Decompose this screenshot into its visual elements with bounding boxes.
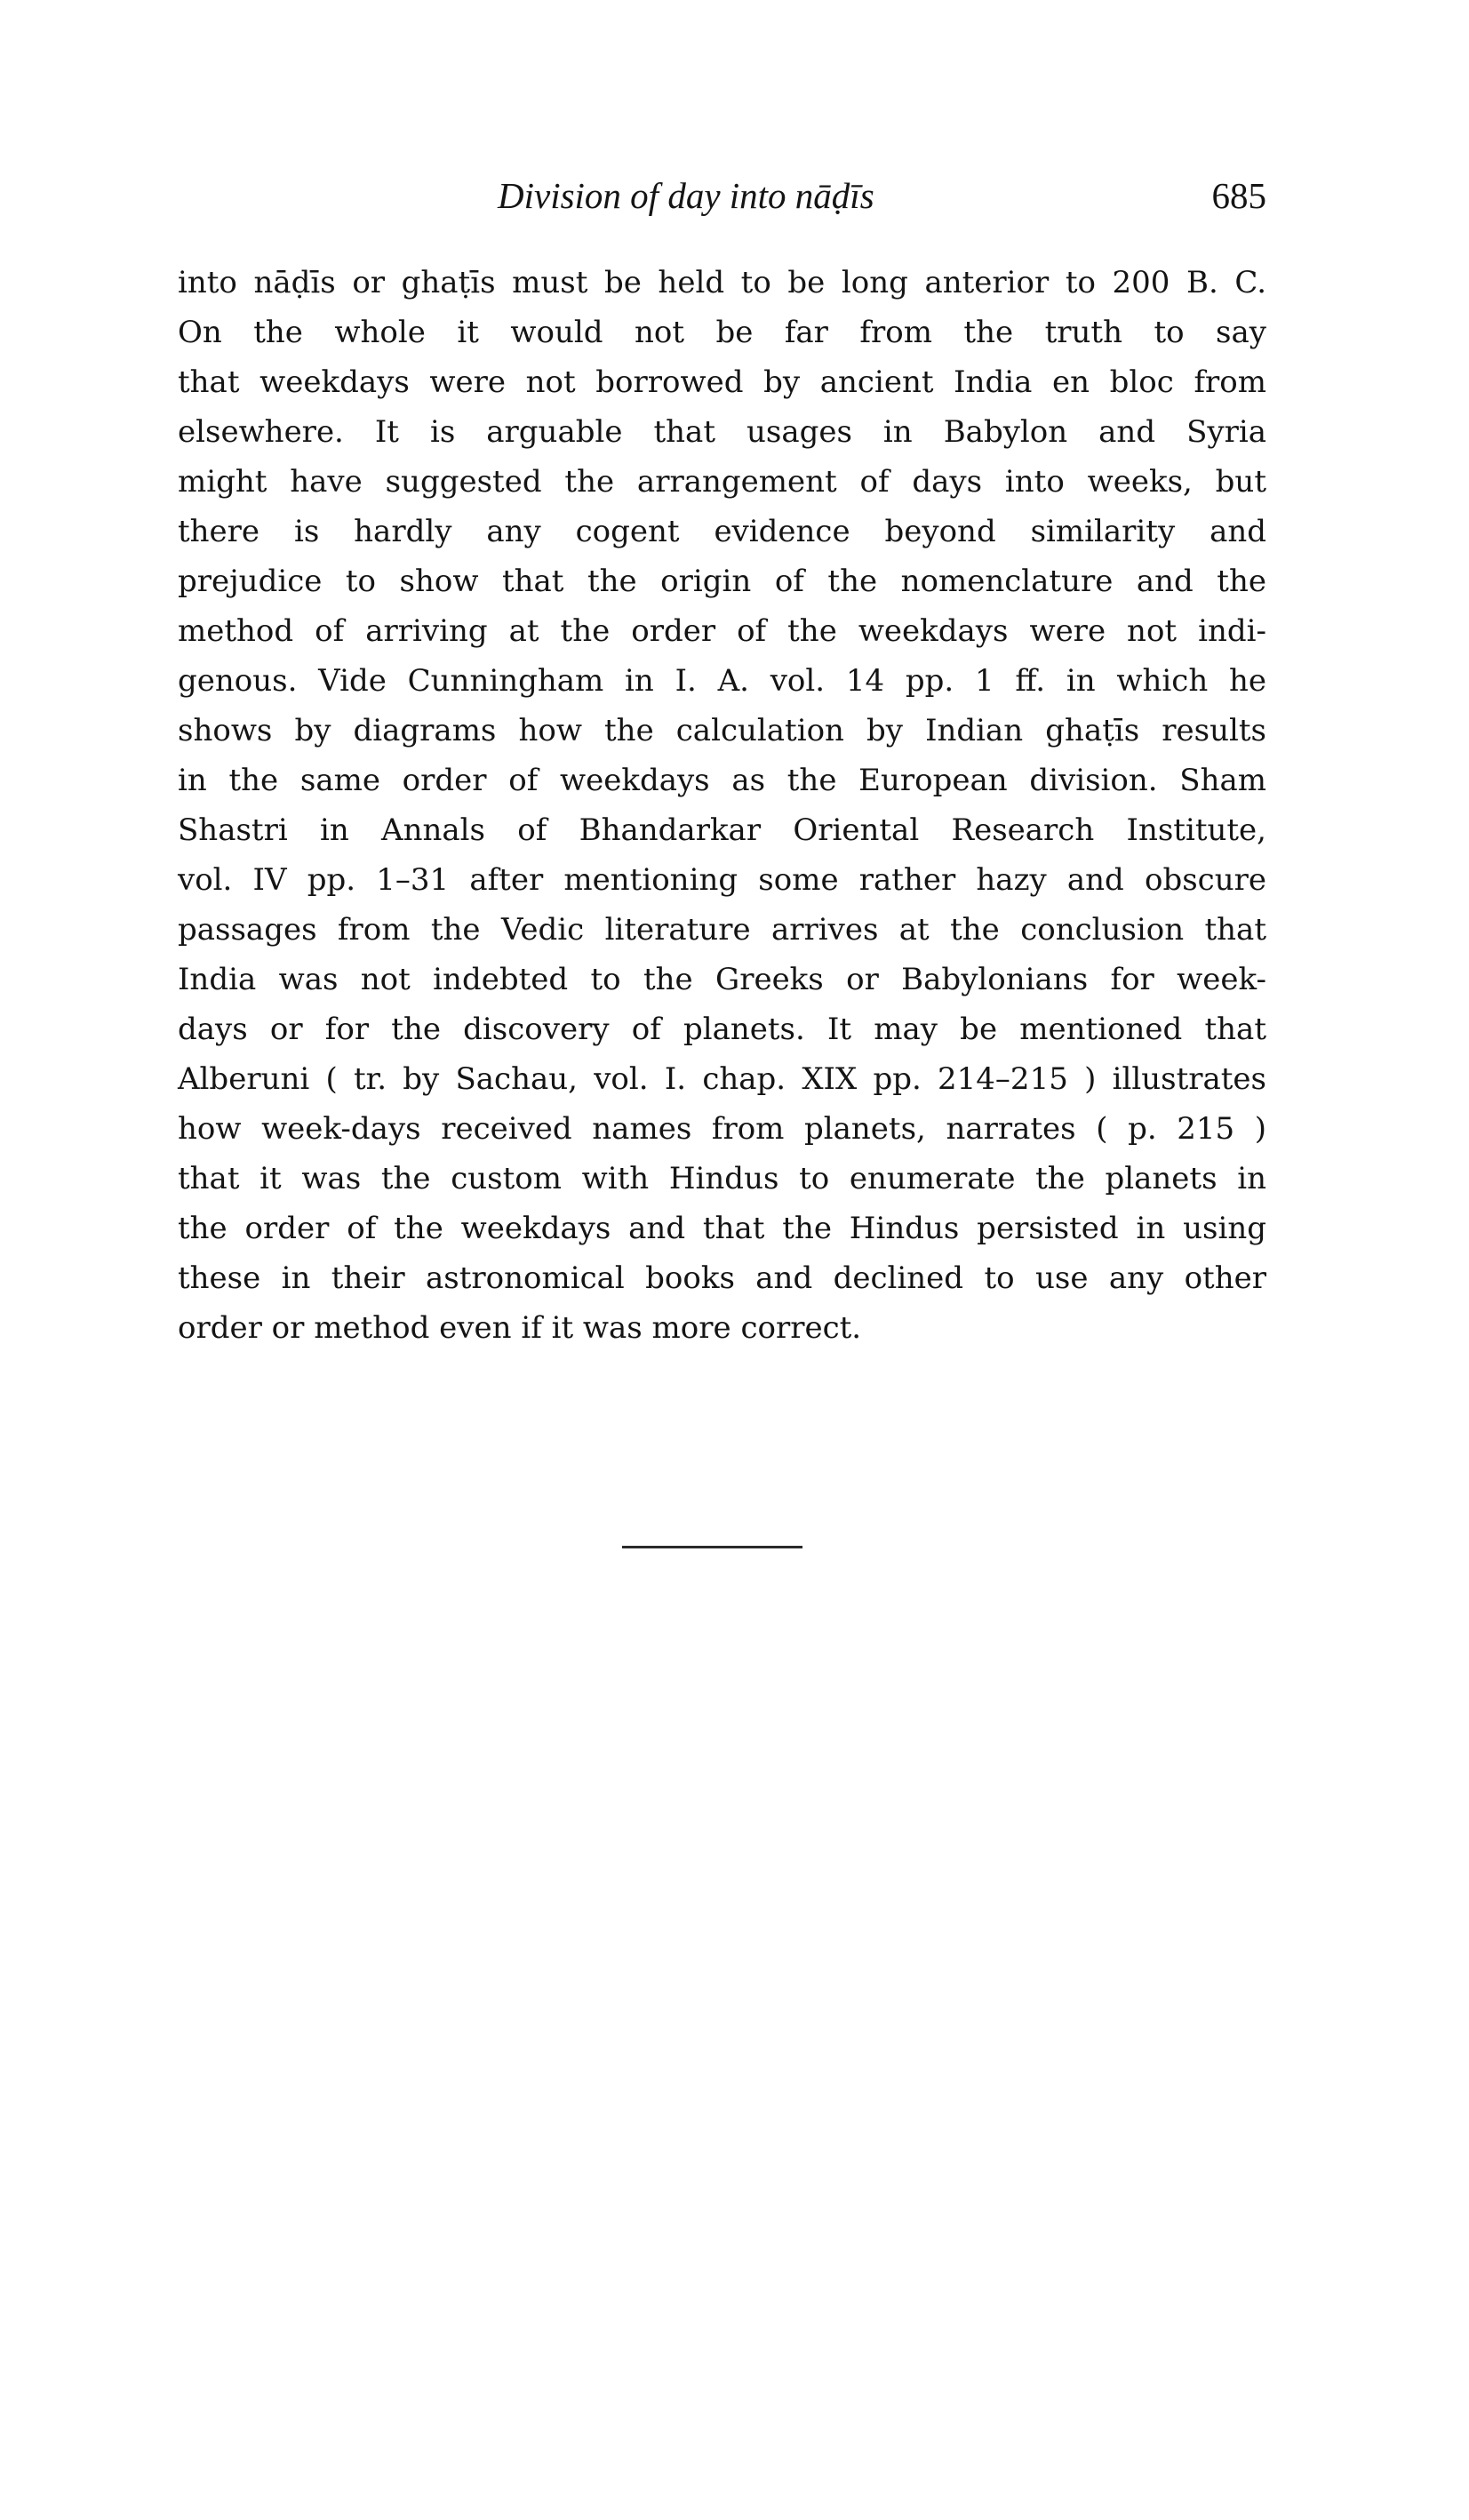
text-line: prejudice to show that the origin of the nomenclature and the	[178, 564, 1266, 599]
text-line: that it was the custom with Hindus to enumerate the planets in	[178, 1161, 1266, 1196]
text-line: Shastri in Annals of Bhandarkar Oriental Research Institute,	[178, 812, 1266, 848]
page-number: 685	[1211, 175, 1266, 216]
text-line: these in their astronomical books and declined to use any other	[178, 1260, 1266, 1296]
text-line: shows by diagrams how the calculation by Indian ghaṭīs results	[178, 713, 1266, 748]
text-line: India was not indebted to the Greeks or Babylonians for week-	[178, 962, 1266, 997]
body-paragraph	[178, 258, 1266, 1353]
running-head	[178, 169, 1266, 222]
text-line: days or for the discovery of planets. It may be mentioned that	[178, 1012, 1266, 1047]
text-line: method of arriving at the order of the weekdays were not indi-	[178, 613, 1266, 649]
text-line: in the same order of weekdays as the European division. Sham	[178, 763, 1266, 798]
text-line: Alberuni ( tr. by Sachau, vol. I. chap. XIX pp. 214–215 ) illustrates	[178, 1061, 1266, 1097]
section-end-rule	[622, 1546, 802, 1548]
text-line: On the whole it would not be far from the truth to say	[178, 315, 1266, 350]
text-line: order or method even if it was more correct.	[178, 1310, 862, 1346]
text-line: might have suggested the arrangement of days into weeks, but	[178, 464, 1266, 500]
text-line: elsewhere. It is arguable that usages in Babylon and Syria	[178, 414, 1266, 450]
running-title: Division of day into nāḍīs	[498, 175, 874, 216]
text-line: how week-days received names from planets, narrates ( p. 215 )	[178, 1111, 1266, 1147]
text-line: that weekdays were not borrowed by ancient India en bloc from	[178, 364, 1266, 400]
text-line: the order of the weekdays and that the Hindus persisted in using	[178, 1211, 1266, 1246]
text-line: there is hardly any cogent evidence beyond similarity and	[178, 514, 1266, 549]
text-line: passages from the Vedic literature arrives at the conclusion that	[178, 912, 1266, 948]
text-line: genous. Vide Cunningham in I. A. vol. 14 pp. 1 ff. in which he	[178, 663, 1266, 699]
text-line: vol. IV pp. 1–31 after mentioning some rather hazy and obscure	[178, 862, 1266, 898]
text-line: into nāḍīs or ghaṭīs must be held to be long anterior to 200 B. C.	[178, 265, 1266, 300]
